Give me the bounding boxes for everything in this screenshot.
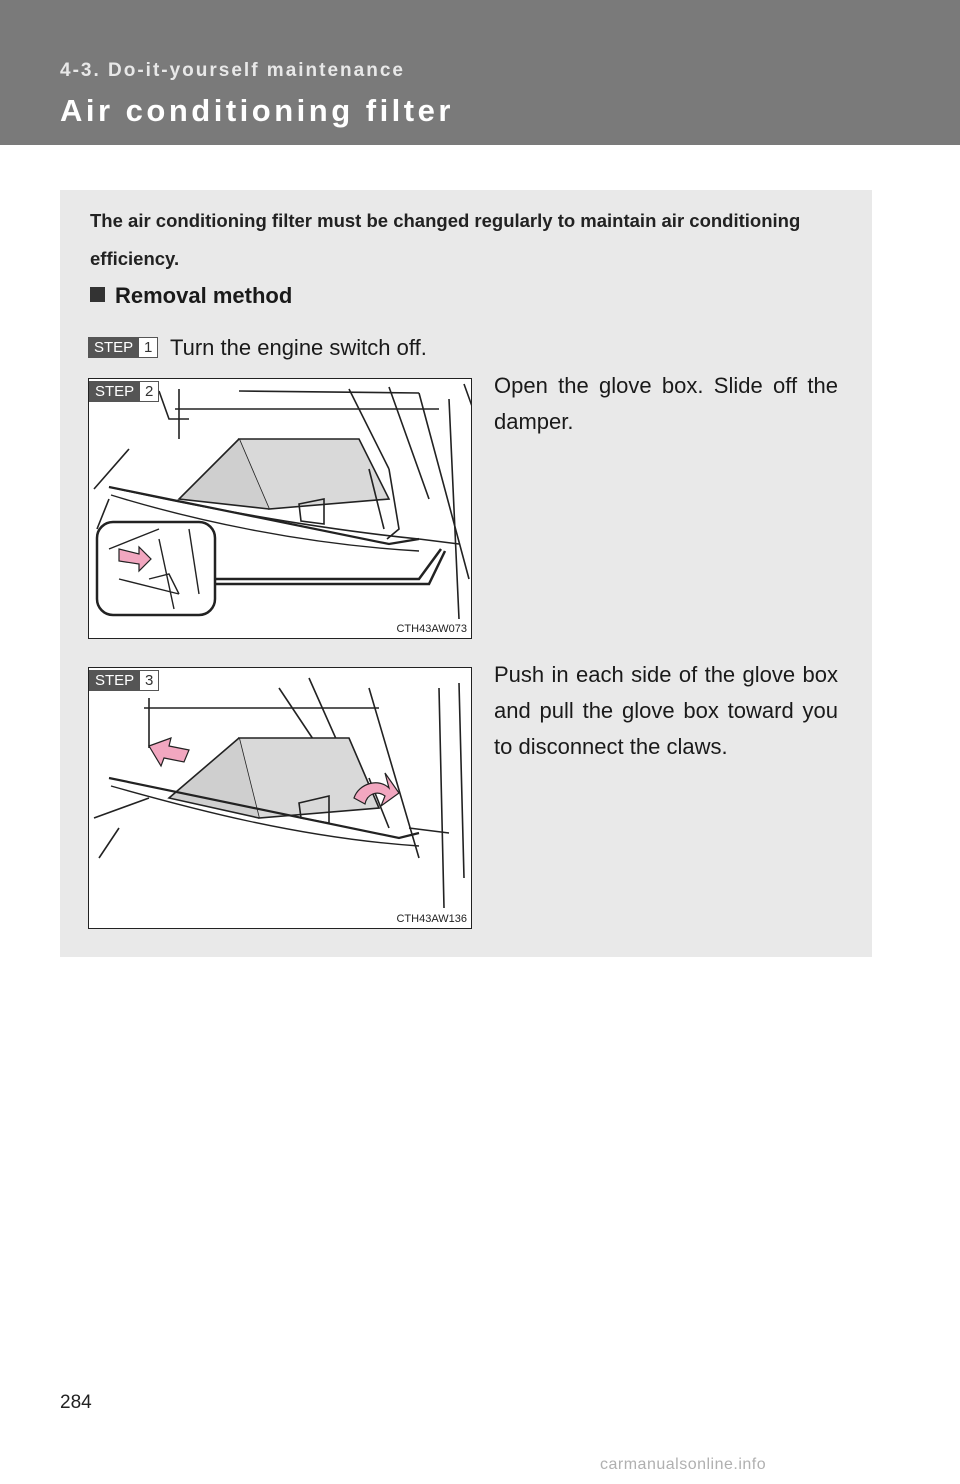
watermark: carmanualsonline.info (600, 1456, 767, 1473)
step-2-figure (88, 378, 472, 639)
step-word: STEP (89, 670, 140, 691)
figure-code: CTH43AW073 (396, 623, 467, 635)
step-number: 2 (140, 381, 159, 402)
step-word: STEP (89, 381, 140, 402)
figure-code: CTH43AW136 (396, 913, 467, 925)
step-1-tag (88, 337, 158, 358)
square-bullet-icon (90, 287, 105, 302)
step-1-text: Turn the engine switch off. (170, 335, 427, 360)
step-number: 3 (140, 670, 159, 691)
step-word: STEP (88, 337, 139, 358)
glove-box-damper-illustration (89, 379, 472, 639)
page-number: 284 (60, 1392, 92, 1413)
subheading (90, 283, 292, 309)
intro-text: The air conditioning filter must be changed regularly to maintain air conditioning efficiency. (90, 210, 801, 269)
step-3-tag (89, 670, 159, 691)
section-label: 4-3. Do-it-yourself maintenance (60, 60, 405, 81)
page-header (0, 0, 960, 145)
step-number: 1 (139, 337, 158, 358)
page-title: Air conditioning filter (60, 93, 454, 128)
glove-box-claws-illustration (89, 668, 472, 929)
push-arrow-left-icon (149, 738, 189, 766)
step-2-text: Open the glove box. Slide off the damper. (494, 373, 838, 434)
step-3-figure (88, 667, 472, 929)
subheading-label: Removal method (115, 283, 293, 308)
step-3-text: Push in each side of the glove box and pull the glove box toward you to disconnect the claws. (494, 662, 838, 759)
step-2-tag (89, 381, 159, 402)
